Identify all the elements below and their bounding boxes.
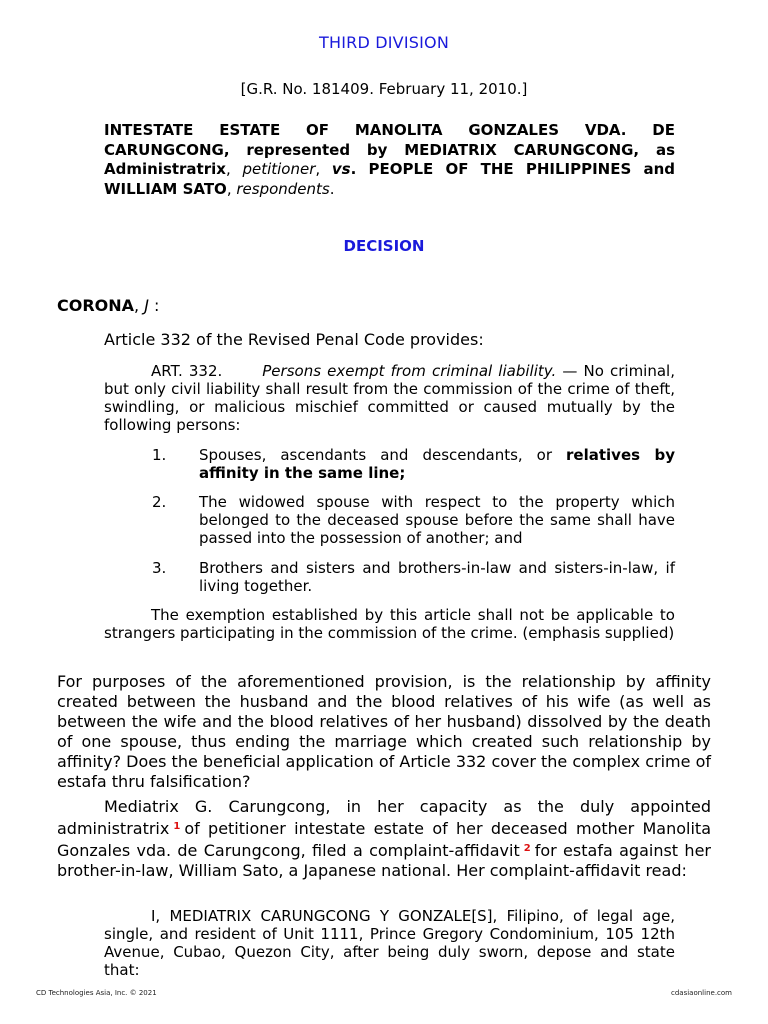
ponente-sep: , [134,296,145,315]
ponente-colon: : [148,296,160,315]
footer-copyright: CD Technologies Asia, Inc. © 2021 [36,989,157,997]
caption-end: . [329,179,335,198]
decision-heading: DECISION [343,237,425,255]
list-item [152,559,675,595]
list-item-number: 3. [152,559,167,577]
case-number: [G.R. No. 181409. February 11, 2010.] [240,80,528,98]
caption-part1: INTESTATE ESTATE OF MANOLITA GONZALES VDA. DE CARUNGCONG, represented by MEDIATRIX CARUNGCONG, as Administratrix [104,121,675,178]
list-item-text: The widowed spouse with respect to the property which belonged to the deceased spouse before the same shall have passed into the possession of another; and [199,493,675,547]
article-text: — No criminal, but only civil liability shall result from the commission of the crime of theft, swindling, or malicious mischief committed or caused mutually by the following persons: [104,362,675,434]
list-item-number: 1. [152,446,167,464]
body-paragraph [57,797,711,881]
affidavit-text: I, MEDIATRIX CARUNGCONG Y GONZALE[S], Filipino, of legal age, single, and resident of Unit 1111, Prince Gregory Condominium, 105 12th Avenue, Cubao, Quezon City, after being duly sworn, depose and state that: [104,907,675,979]
ponente [57,296,159,315]
list-item [152,493,675,547]
caption-petitioner: petitioner [242,160,316,178]
ponente-title: J [144,296,149,315]
list-item-text: Brothers and sisters and brothers-in-law and sisters-in-law, if living together. [199,559,675,595]
body-paragraph-text: for estafa against her brother-in-law, William Sato, a Japanese national. Her complaint-affidavit read: [57,841,711,880]
body-paragraph-text: For purposes of the aforementioned provision, is the relationship by affinity created between the husband and the blood relatives of his wife (as well as between the wife and the blood relatives of her husband) dissolved by the death of one spouse, thus ending the marriage which created such relationship by affinity? Does the beneficial application of Article 332 cover the complex crime of estafa thru falsification? [57,672,711,791]
footnote-link[interactable]: 2 [523,843,531,854]
list-item-emphasis: relatives by affinity in the same line; [199,446,676,482]
caption-sep3: , [226,179,237,198]
article-quote [104,362,675,434]
caption-vs: vs [331,160,351,178]
body-paragraph-text: Mediatrix G. Carungcong, in her capacity as the duly appointed administratrix [57,797,711,838]
list-item-number: 2. [152,493,167,511]
caption-respondents: respondents [236,179,330,198]
body-paragraph [57,672,711,792]
article-closing [104,606,675,642]
caption-part2: . PEOPLE OF THE PHILIPPINES and WILLIAM SATO [104,160,675,198]
article-heading: Persons exempt from criminal liability. [262,362,557,380]
article-closing-text: The exemption established by this article shall not be applicable to strangers participating in the commission of the crime. (emphasis supplied) [104,606,675,642]
article-label: ART. 332. [151,362,223,380]
body-paragraph-text: of petitioner intestate estate of her deceased mother Manolita Gonzales vda. de Carungcong, filed a complaint-affidavit [57,819,711,860]
ponente-name: CORONA [57,296,135,315]
footnote-link[interactable]: 1 [173,821,181,832]
footer-site[interactable]: cdasiaonline.com [671,989,732,997]
case-caption [104,121,675,199]
caption-sep1: , [225,160,243,178]
division-heading: THIRD DIVISION [319,33,449,52]
caption-sep2: , [315,160,332,178]
list-item [152,446,675,482]
list-item-text: Spouses, ascendants and descendants, or [199,446,567,464]
affidavit-quote [104,907,675,979]
intro-paragraph: Article 332 of the Revised Penal Code provides: [104,330,484,349]
